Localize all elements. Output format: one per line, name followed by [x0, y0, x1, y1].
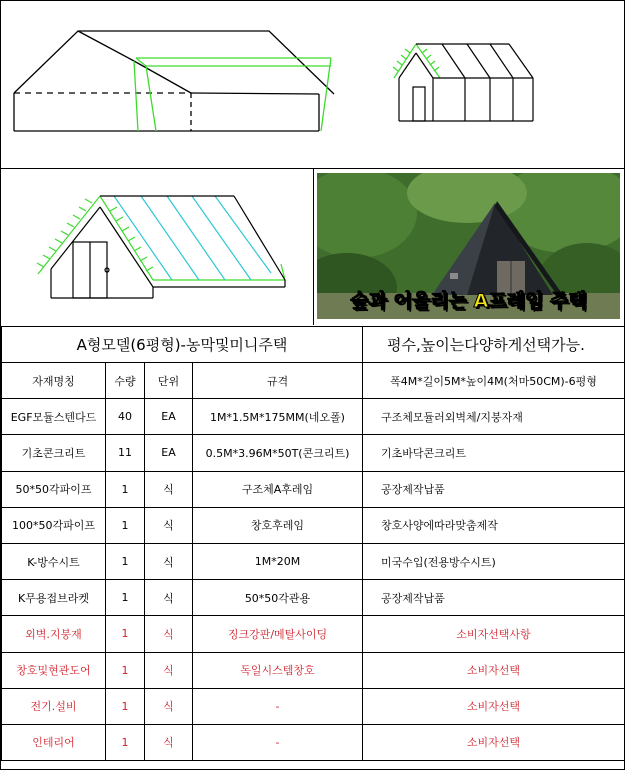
unit-cell: 식 [145, 543, 193, 579]
quantity-cell: 1 [106, 724, 145, 760]
table-row [2, 688, 625, 724]
caption-part2: 과 어울리는 [368, 290, 474, 312]
material-name-cell: 외벽.지붕재 [2, 616, 106, 652]
material-name-cell: 창호및현관도어 [2, 652, 106, 688]
specification-cell: 50*50각관용 [193, 580, 363, 616]
remark-cell: 기초바닥콘크리트 [363, 435, 625, 471]
material-name-cell: K-방수시트 [2, 543, 106, 579]
specification-cell: 창호후레임 [193, 507, 363, 543]
specification-cell: 0.5M*3.96M*50T(콘크리트) [193, 435, 363, 471]
quantity-cell: 1 [106, 507, 145, 543]
specification-cell: - [193, 688, 363, 724]
quantity-cell: 1 [106, 688, 145, 724]
quantity-cell: 1 [106, 652, 145, 688]
header-row [2, 363, 625, 399]
photo-caption [317, 286, 620, 313]
a-frame-perspective-drawing [1, 169, 313, 325]
house-elevation-drawing [1, 1, 624, 168]
table-row [2, 543, 625, 579]
caption-part3: A프레임 주택 [473, 290, 587, 312]
model-title: A형모델(6평형)-농막및미니주택 [2, 327, 363, 363]
col-header-qty: 수량 [106, 363, 145, 399]
col-header-spec: 규격 [193, 363, 363, 399]
material-name-cell: 기초콘크리트 [2, 435, 106, 471]
specification-cell: 1M*20M [193, 543, 363, 579]
unit-cell: 식 [145, 724, 193, 760]
specification-cell: 징크강판/메탈사이딩 [193, 616, 363, 652]
table-row [2, 616, 625, 652]
material-name-cell: EGF모듈스텐다드 [2, 399, 106, 435]
quantity-cell: 11 [106, 435, 145, 471]
material-name-cell: K무용접브라켓 [2, 580, 106, 616]
caption-part1: 숲 [350, 290, 369, 312]
col-header-name: 자재명칭 [2, 363, 106, 399]
remark-cell: 소비자선택 [363, 652, 625, 688]
specification-cell: - [193, 724, 363, 760]
unit-cell: 식 [145, 616, 193, 652]
unit-cell: 식 [145, 471, 193, 507]
unit-cell: 식 [145, 688, 193, 724]
size-note: 평수,높이는다양하게선택가능. [363, 327, 625, 363]
remark-cell: 공장제작납품 [363, 580, 625, 616]
unit-cell: EA [145, 399, 193, 435]
materials-table [1, 326, 625, 761]
remark-cell: 소비자선택 [363, 724, 625, 760]
specification-cell: 1M*1.5M*175MM(네오폴) [193, 399, 363, 435]
table-row [2, 724, 625, 760]
unit-cell: EA [145, 435, 193, 471]
remark-cell: 구조체모듈러외벽체/지붕자재 [363, 399, 625, 435]
quantity-cell: 1 [106, 471, 145, 507]
remark-cell: 창호사양에따라맞춤제작 [363, 507, 625, 543]
table-row [2, 435, 625, 471]
title-row [2, 327, 625, 363]
col-header-dimensions: 폭4M*길이5M*높이4M(처마50CM)-6평형 [363, 363, 625, 399]
a-frame-drawing-panel [1, 169, 314, 325]
table-row [2, 652, 625, 688]
material-name-cell: 전기.설비 [2, 688, 106, 724]
remark-cell: 소비자선택사항 [363, 616, 625, 652]
specification-cell: 독일시스템창호 [193, 652, 363, 688]
photo-panel [314, 169, 624, 325]
quantity-cell: 1 [106, 616, 145, 652]
specification-cell: 구조체A후레임 [193, 471, 363, 507]
col-header-unit: 단위 [145, 363, 193, 399]
material-name-cell: 인테리어 [2, 724, 106, 760]
table-row [2, 471, 625, 507]
table-row [2, 507, 625, 543]
a-frame-house-photo [317, 173, 620, 319]
table-row [2, 399, 625, 435]
material-name-cell: 100*50각파이프 [2, 507, 106, 543]
quantity-cell: 40 [106, 399, 145, 435]
unit-cell: 식 [145, 580, 193, 616]
quantity-cell: 1 [106, 543, 145, 579]
material-name-cell: 50*50각파이프 [2, 471, 106, 507]
table-row [2, 580, 625, 616]
remark-cell: 소비자선택 [363, 688, 625, 724]
top-drawing-panel [1, 1, 624, 169]
unit-cell: 식 [145, 652, 193, 688]
quantity-cell: 1 [106, 580, 145, 616]
unit-cell: 식 [145, 507, 193, 543]
remark-cell: 공장제작납품 [363, 471, 625, 507]
remark-cell: 미국수입(전용방수시트) [363, 543, 625, 579]
